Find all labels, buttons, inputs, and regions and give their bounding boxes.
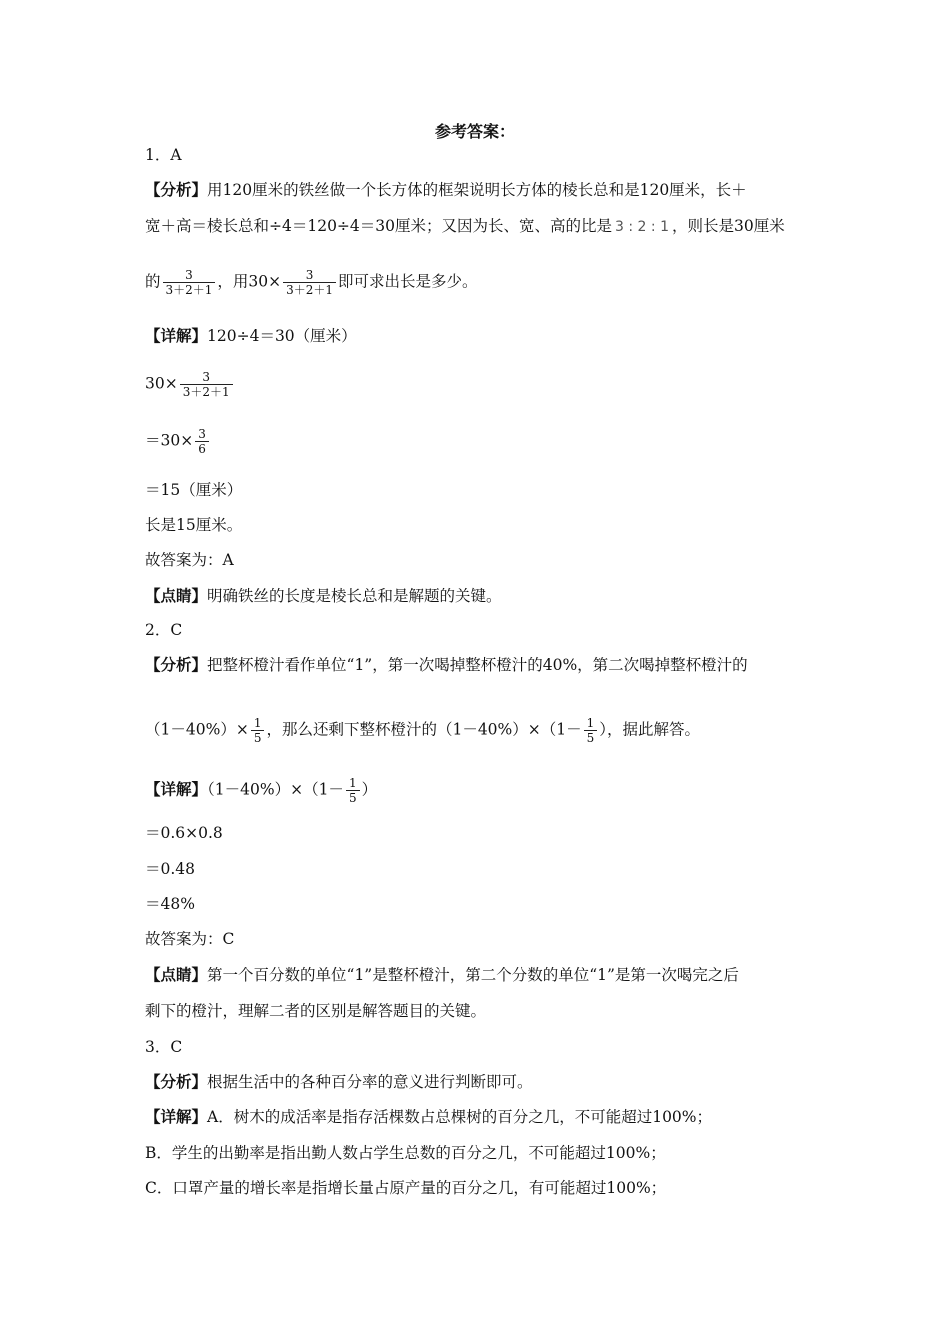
q3-analysis	[145, 1072, 533, 1092]
q1-fraction	[283, 268, 336, 297]
q1-fraction-simplified	[195, 427, 209, 456]
q1-analysis-text3b: ，用30×	[217, 272, 282, 291]
q1-ratio: 3 : 2 : 1	[615, 219, 669, 235]
q1-analysis-text2b: ，则长是30厘米	[671, 217, 785, 235]
q3-analysis-text: 根据生活中的各种百分率的意义进行判断即可。	[207, 1073, 533, 1091]
fraction-denominator: 6	[195, 441, 209, 456]
q3-head: 3．C	[145, 1038, 183, 1056]
q1-detail-line2	[145, 370, 235, 399]
q2-fraction	[584, 716, 598, 745]
q2-point-line2: 剩下的橙汁，理解二者的区别是解答题目的关键。	[145, 1002, 487, 1020]
detail-label: 【详解】	[145, 779, 208, 799]
fraction-numerator: 3	[202, 370, 210, 384]
q2-head: 2．C	[145, 621, 183, 639]
q2-point-text1: 第一个百分数的单位“1”是整杯橙汁，第二个分数的单位“1”是第一次喝完之后	[207, 966, 739, 984]
fraction-denominator: 3＋2＋1	[163, 282, 216, 297]
q2-point-line1	[145, 965, 739, 985]
q2-answer: 故答案为：C	[145, 930, 235, 948]
point-label: 【点睛】	[145, 965, 208, 984]
fraction-denominator: 5	[251, 730, 265, 745]
fraction-numerator: 1	[253, 716, 262, 730]
detail-label: 【详解】	[145, 326, 208, 345]
q2-detail-text1a: （1－40%）×（1－	[207, 780, 344, 799]
q1-answer: 故答案为：A	[145, 551, 234, 569]
q1-detail-line3	[145, 427, 211, 456]
fraction-numerator: 3	[185, 268, 193, 282]
detail-label: 【详解】	[145, 1107, 208, 1126]
q3-detail-a	[145, 1107, 712, 1127]
analysis-label: 【分析】	[145, 1072, 208, 1091]
q1-fraction	[180, 370, 233, 399]
q1-analysis-line2	[145, 216, 785, 237]
fraction-denominator: 3＋2＋1	[180, 384, 233, 399]
q1-analysis-text3a: 的	[145, 272, 161, 291]
q2-analysis-text1: 把整杯橙汁看作单位“1”，第一次喝掉整杯橙汁的40%，第二次喝掉整杯橙汁的	[207, 656, 748, 674]
analysis-label: 【分析】	[145, 655, 208, 674]
fraction-numerator: 1	[348, 776, 357, 790]
q1-analysis-line3	[145, 268, 478, 297]
q2-analysis-line1	[145, 655, 748, 675]
fraction-denominator: 3＋2＋1	[283, 282, 336, 297]
q2-detail-line3: ＝0.48	[145, 860, 196, 878]
q1-detail-line4: ＝15（厘米）	[145, 481, 243, 499]
fraction-denominator: 5	[346, 790, 360, 805]
q1-analysis-text2a: 宽＋高＝棱长总和÷4＝120÷4＝30厘米；又因为长、宽、高的比是	[145, 217, 613, 235]
q2-fraction	[251, 716, 265, 745]
analysis-label: 【分析】	[145, 180, 208, 199]
page-title: 参考答案：	[434, 122, 515, 141]
fraction-denominator: 5	[584, 730, 598, 745]
q2-detail-text1b: ）	[361, 780, 378, 799]
q1-detail-text2: 30×	[145, 374, 178, 393]
q2-analysis-text2a: （1－40%）×	[145, 720, 249, 739]
q1-point	[145, 586, 502, 606]
q1-head: 1．A	[145, 146, 182, 164]
q3-detail-c: C．口罩产量的增长率是指增长量占原产量的百分之几，有可能超过100%；	[145, 1179, 667, 1197]
q2-detail-line1	[145, 776, 377, 805]
point-label: 【点睛】	[145, 586, 208, 605]
q2-fraction	[346, 776, 360, 805]
q1-fraction	[163, 268, 216, 297]
q1-detail-line1	[145, 326, 357, 346]
q3-detail-a-text: A．树木的成活率是指存活棵数占总棵树的百分之几，不可能超过100%；	[207, 1108, 713, 1126]
q1-point-text: 明确铁丝的长度是棱长总和是解题的关键。	[207, 587, 502, 605]
q3-detail-b: B．学生的出勤率是指出勤人数占学生总数的百分之几，不可能超过100%；	[145, 1144, 666, 1162]
q2-analysis-line2	[145, 716, 700, 745]
fraction-numerator: 3	[198, 427, 206, 441]
q2-detail-line4: ＝48%	[145, 895, 195, 913]
q1-detail-text1: 120÷4＝30（厘米）	[207, 327, 357, 345]
q1-detail-text3: ＝30×	[145, 431, 194, 450]
q2-analysis-text2c: ），据此解答。	[599, 720, 701, 739]
q1-detail-line5: 长是15厘米。	[145, 516, 243, 534]
fraction-numerator: 1	[586, 716, 595, 730]
q2-detail-line2: ＝0.6×0.8	[145, 824, 223, 842]
q1-analysis-text1: 用120厘米的铁丝做一个长方体的框架说明长方体的棱长总和是120厘米，长＋	[207, 181, 747, 199]
fraction-numerator: 3	[305, 268, 314, 282]
q1-analysis-line1	[145, 180, 747, 200]
q2-analysis-text2b: ，那么还剩下整杯橙汁的（1－40%）×（1－	[266, 720, 582, 739]
q1-analysis-text3c: 即可求出长是多少。	[338, 272, 478, 291]
